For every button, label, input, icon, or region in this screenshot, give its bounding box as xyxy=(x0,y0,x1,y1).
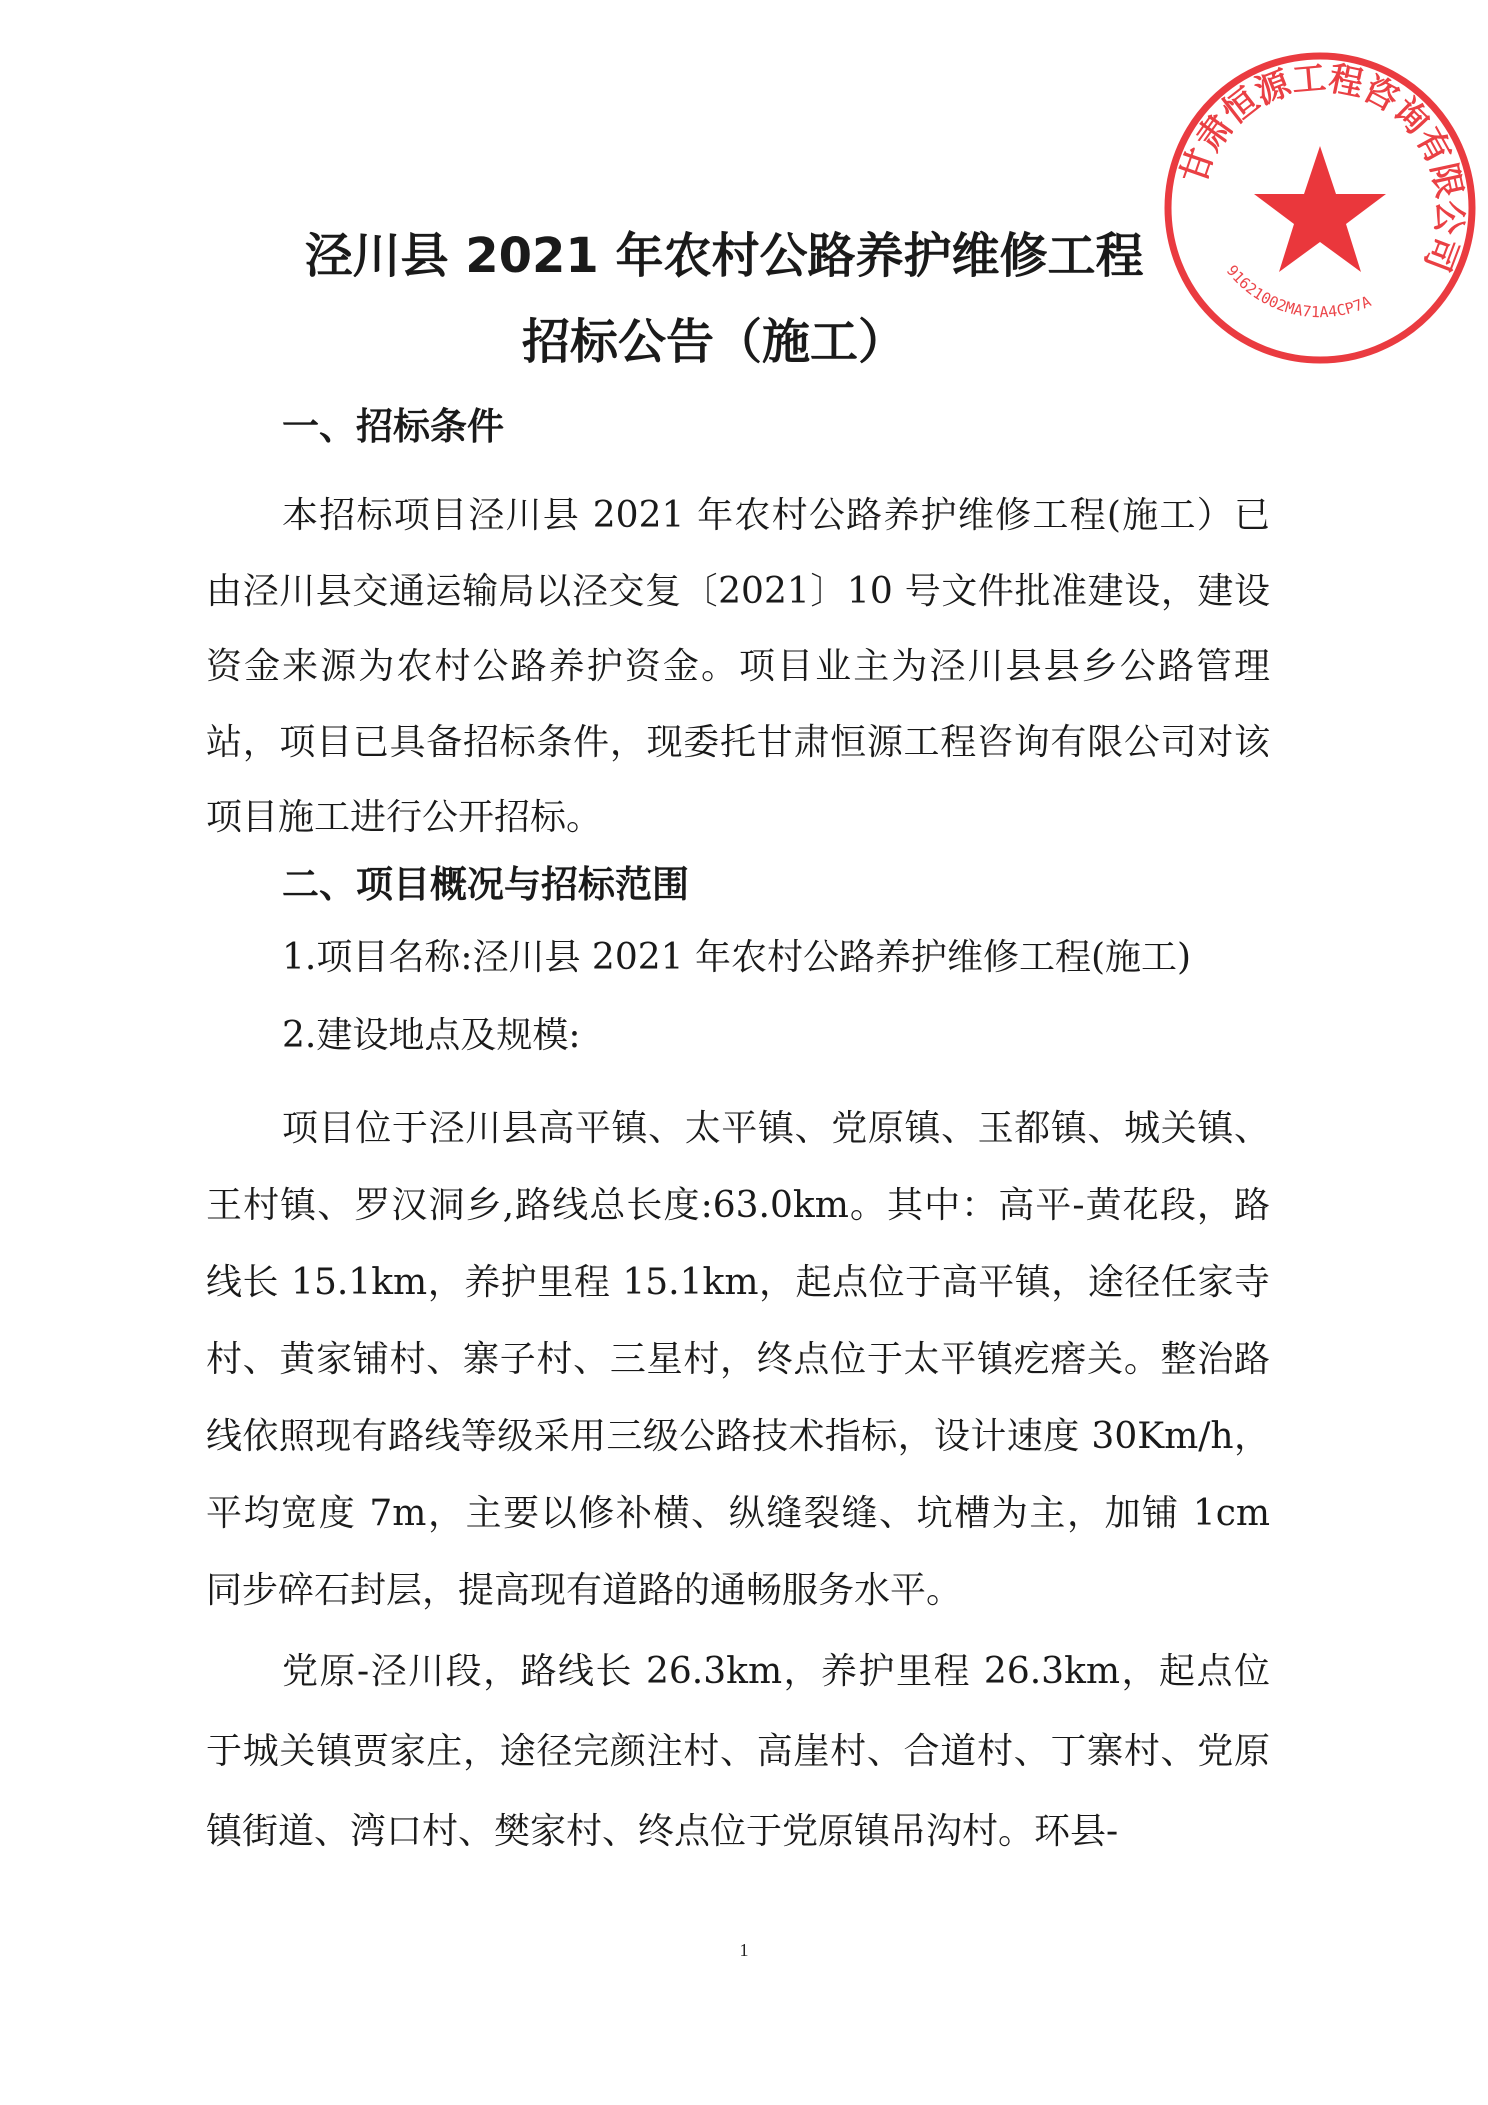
document-title-line2: 招标公告（施工） xyxy=(521,314,906,370)
company-seal-stamp xyxy=(1160,48,1480,368)
seal-code-text: 91621002MA71A4CP7A xyxy=(1222,261,1374,322)
section2-item1: 1.项目名称:泾川县 2021 年农村公路养护维修工程(施工) xyxy=(282,937,1192,978)
section2-heading: 二、项目概况与招标范围 xyxy=(282,863,689,906)
section1-heading: 一、招标条件 xyxy=(282,405,504,448)
section2-para1: 项目位于泾川县高平镇、太平镇、党原镇、玉都镇、城关镇、王村镇、罗汉洞乡,路线总长度:63.0km。其中：高平-黄花段，路线长 15.1km，养护里程 15.1km，起点位于高平镇，途径任家寺村、黄家铺村、寨子村、三星村，终点位于太平镇疙瘩关。整治路线依照现有路线等级采用三级公路技术指标，设计速度 30Km/h，平均宽度 7m，主要以修补横、纵缝裂缝、坑槽为主，加铺 1cm 同步碎石封层，提高现有道路的通畅服务水平。 xyxy=(206,1108,1282,1611)
document-title-line1: 泾川县 2021 年农村公路养护维修工程 xyxy=(304,228,1144,284)
section1-body: 本招标项目泾川县 2021 年农村公路养护维修工程(施工）已由泾川县交通运输局以泾交复〔2021〕10 号文件批准建设，建设资金来源为农村公路养护资金。项目业主为泾川县县乡公路管理站，项目已具备招标条件，现委托甘肃恒源工程咨询有限公司对该项目施工进行公开招标。 xyxy=(206,495,1270,838)
section2-para2: 党原-泾川段，路线长 26.3km，养护里程 26.3km，起点位于城关镇贾家庄，途径完颜注村、高崖村、合道村、丁寨村、党原镇街道、湾口村、樊家村、终点位于党原镇吊沟村。环县- xyxy=(206,1651,1270,1852)
star-icon xyxy=(1254,146,1386,272)
section2-item2: 2.建设地点及规模: xyxy=(282,1015,581,1056)
page-number: 1 xyxy=(739,1940,749,1960)
seal-company-text: 甘肃恒源工程咨询有限公司 xyxy=(1173,58,1470,277)
